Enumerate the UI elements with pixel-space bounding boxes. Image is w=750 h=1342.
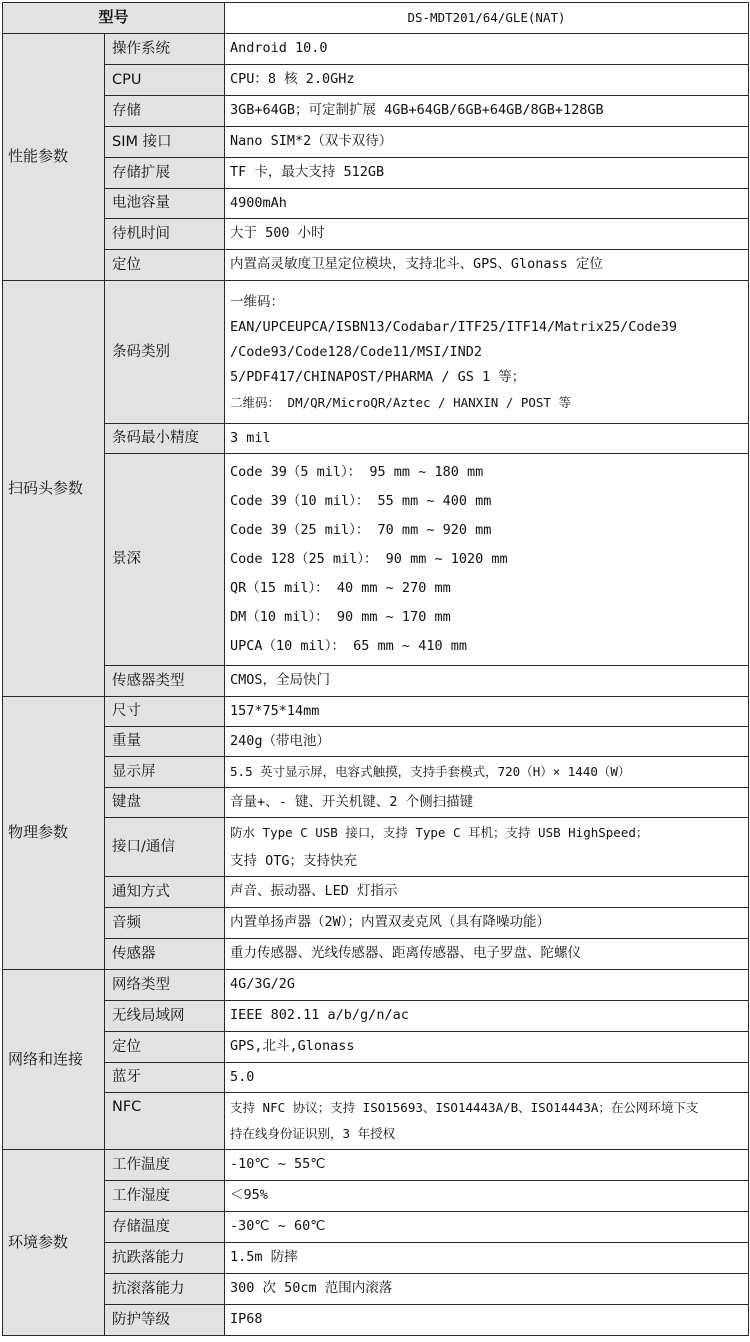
- row-label: 定位: [105, 1032, 225, 1063]
- io-value: [225, 818, 749, 877]
- table-row: [3, 1243, 749, 1274]
- row-label: 存储温度: [105, 1212, 225, 1243]
- row-value: 157*75*14mm: [225, 697, 749, 727]
- table-row: [3, 877, 749, 908]
- row-label: 定位: [105, 250, 225, 281]
- nfc-line: 支持 NFC 协议；支持 ISO15693、ISO14443A/B、ISO14443A；在公网环境下支: [230, 1100, 699, 1115]
- row-label: 重量: [105, 727, 225, 757]
- row-value: CPU：8 核 2.0GHz: [225, 65, 749, 96]
- row-label: 传感器类型: [105, 666, 225, 697]
- dof-line: Code 39（25 mil）： 70 mm ~ 920 mm: [230, 522, 492, 538]
- row-label: 抗滚落能力: [105, 1274, 225, 1305]
- row-label: 存储扩展: [105, 158, 225, 189]
- barcode-line: /Code93/Code128/Code11/MSI/IND2: [230, 343, 482, 360]
- dof-line: Code 39（5 mil）： 95 mm ~ 180 mm: [230, 464, 484, 480]
- row-value: ＜95%: [225, 1181, 749, 1212]
- row-label: 电池容量: [105, 189, 225, 219]
- row-label: 景深: [105, 454, 225, 666]
- row-label: 键盘: [105, 788, 225, 818]
- table-row: [3, 219, 749, 250]
- table-row: [3, 939, 749, 970]
- table-row: [3, 908, 749, 939]
- table-row: [3, 1181, 749, 1212]
- row-label: 蓝牙: [105, 1063, 225, 1093]
- table-row: [3, 1274, 749, 1305]
- row-label: NFC: [105, 1093, 225, 1150]
- table-row: [3, 1032, 749, 1063]
- row-value: GPS,北斗,Glonass: [225, 1032, 749, 1063]
- row-value: 大于 500 小时: [225, 219, 749, 250]
- row-value: 声音、振动器、LED 灯指示: [225, 877, 749, 908]
- table-row: [3, 818, 749, 877]
- group-scanner: 扫码头参数: [3, 281, 105, 697]
- barcode-line: 二维码： DM/QR/MicroQR/Aztec / HANXIN / POST 等: [230, 394, 571, 410]
- row-value: TF 卡，最大支持 512GB: [225, 158, 749, 189]
- table-row: [3, 34, 749, 65]
- spec-table: [2, 2, 749, 1336]
- table-row: [3, 96, 749, 127]
- table-row: [3, 158, 749, 189]
- row-label: CPU: [105, 65, 225, 96]
- table-row: [3, 757, 749, 788]
- row-label: 操作系统: [105, 34, 225, 65]
- row-value: 300 次 50cm 范围内滚落: [225, 1274, 749, 1305]
- row-label: 通知方式: [105, 877, 225, 908]
- table-row: [3, 1150, 749, 1181]
- row-value: 240g（带电池）: [225, 727, 749, 757]
- row-label: 显示屏: [105, 757, 225, 788]
- row-value: Nano SIM*2（双卡双待）: [225, 127, 749, 158]
- table-row: [3, 1001, 749, 1032]
- model-label: 型号: [3, 3, 225, 34]
- row-value: 4900mAh: [225, 189, 749, 219]
- row-label: 网络类型: [105, 970, 225, 1001]
- row-value: Android 10.0: [225, 34, 749, 65]
- table-row: [3, 424, 749, 454]
- table-row: [3, 189, 749, 219]
- row-value: IEEE 802.11 a/b/g/n/ac: [225, 1001, 749, 1032]
- nfc-value: [225, 1093, 749, 1150]
- table-row: [3, 1093, 749, 1150]
- row-label: 抗跌落能力: [105, 1243, 225, 1274]
- table-row: [3, 127, 749, 158]
- row-value: 3 mil: [225, 424, 749, 454]
- table-row: [3, 250, 749, 281]
- table-row: [3, 1063, 749, 1093]
- table-row: [3, 788, 749, 818]
- row-value: 3GB+64GB；可定制扩展 4GB+64GB/6GB+64GB/8GB+128GB: [225, 96, 749, 127]
- table-row: [3, 666, 749, 697]
- row-value: -30℃ ~ 60℃: [225, 1212, 749, 1243]
- dof-line: Code 128（25 mil）： 90 mm ~ 1020 mm: [230, 551, 508, 567]
- row-value: 5.5 英寸显示屏，电容式触摸，支持手套模式，720（H）× 1440（W）: [225, 757, 749, 788]
- row-label: 音频: [105, 908, 225, 939]
- barcode-types: [225, 281, 749, 424]
- row-label: 无线局域网: [105, 1001, 225, 1032]
- table-row: [3, 65, 749, 96]
- table-row: [3, 697, 749, 727]
- table-row: [3, 1212, 749, 1243]
- row-value: 1.5m 防摔: [225, 1243, 749, 1274]
- row-value: 4G/3G/2G: [225, 970, 749, 1001]
- row-value: 内置高灵敏度卫星定位模块，支持北斗、GPS、Glonass 定位: [225, 250, 749, 281]
- nfc-line: 持在线身份证识别，3 年授权: [230, 1126, 396, 1141]
- dof-line: Code 39（10 mil）： 55 mm ~ 400 mm: [230, 493, 492, 509]
- row-label: 待机时间: [105, 219, 225, 250]
- row-value: 音量+、- 键、开关机键、2 个侧扫描键: [225, 788, 749, 818]
- row-label: 传感器: [105, 939, 225, 970]
- row-label: 接口/通信: [105, 818, 225, 877]
- row-label: 工作温度: [105, 1150, 225, 1181]
- dof-line: DM（10 mil）： 90 mm ~ 170 mm: [230, 609, 451, 625]
- header-row: [3, 3, 749, 34]
- barcode-line: EAN/UPCEUPCA/ISBN13/Codabar/ITF25/ITF14/Matrix25/Code39: [230, 318, 678, 335]
- io-line: 防水 Type C USB 接口，支持 Type C 耳机；支持 USB HighSpeed；: [230, 825, 649, 840]
- row-value: 重力传感器、光线传感器、距离传感器、电子罗盘、陀螺仪: [225, 939, 749, 970]
- model-value: DS-MDT201/64/GLE(NAT): [225, 3, 749, 34]
- row-label: 尺寸: [105, 697, 225, 727]
- io-line: 支持 OTG；支持快充: [230, 853, 358, 869]
- table-row: [3, 1305, 749, 1336]
- row-value: CMOS，全局快门: [225, 666, 749, 697]
- group-environment: 环境参数: [3, 1150, 105, 1336]
- row-value: 内置单扬声器（2W）；内置双麦克风（具有降噪功能）: [225, 908, 749, 939]
- row-label: 工作湿度: [105, 1181, 225, 1212]
- depth-of-field: [225, 454, 749, 666]
- row-value: -10℃ ~ 55℃: [225, 1150, 749, 1181]
- row-value: 5.0: [225, 1063, 749, 1093]
- table-row: [3, 970, 749, 1001]
- barcode-line: 一维码：: [230, 293, 285, 310]
- table-row: [3, 454, 749, 666]
- row-label: 条码类别: [105, 281, 225, 424]
- row-label: 条码最小精度: [105, 424, 225, 454]
- dof-line: QR（15 mil）： 40 mm ~ 270 mm: [230, 580, 451, 596]
- group-physical: 物理参数: [3, 697, 105, 970]
- dof-line: UPCA（10 mil）： 65 mm ~ 410 mm: [230, 638, 467, 654]
- row-label: 防护等级: [105, 1305, 225, 1336]
- row-value: IP68: [225, 1305, 749, 1336]
- barcode-line: 5/PDF417/CHINAPOST/PHARMA / GS 1 等；: [230, 368, 526, 385]
- table-row: [3, 281, 749, 424]
- row-label: SIM 接口: [105, 127, 225, 158]
- table-row: [3, 727, 749, 757]
- group-performance: 性能参数: [3, 34, 105, 281]
- group-network: 网络和连接: [3, 970, 105, 1150]
- row-label: 存储: [105, 96, 225, 127]
